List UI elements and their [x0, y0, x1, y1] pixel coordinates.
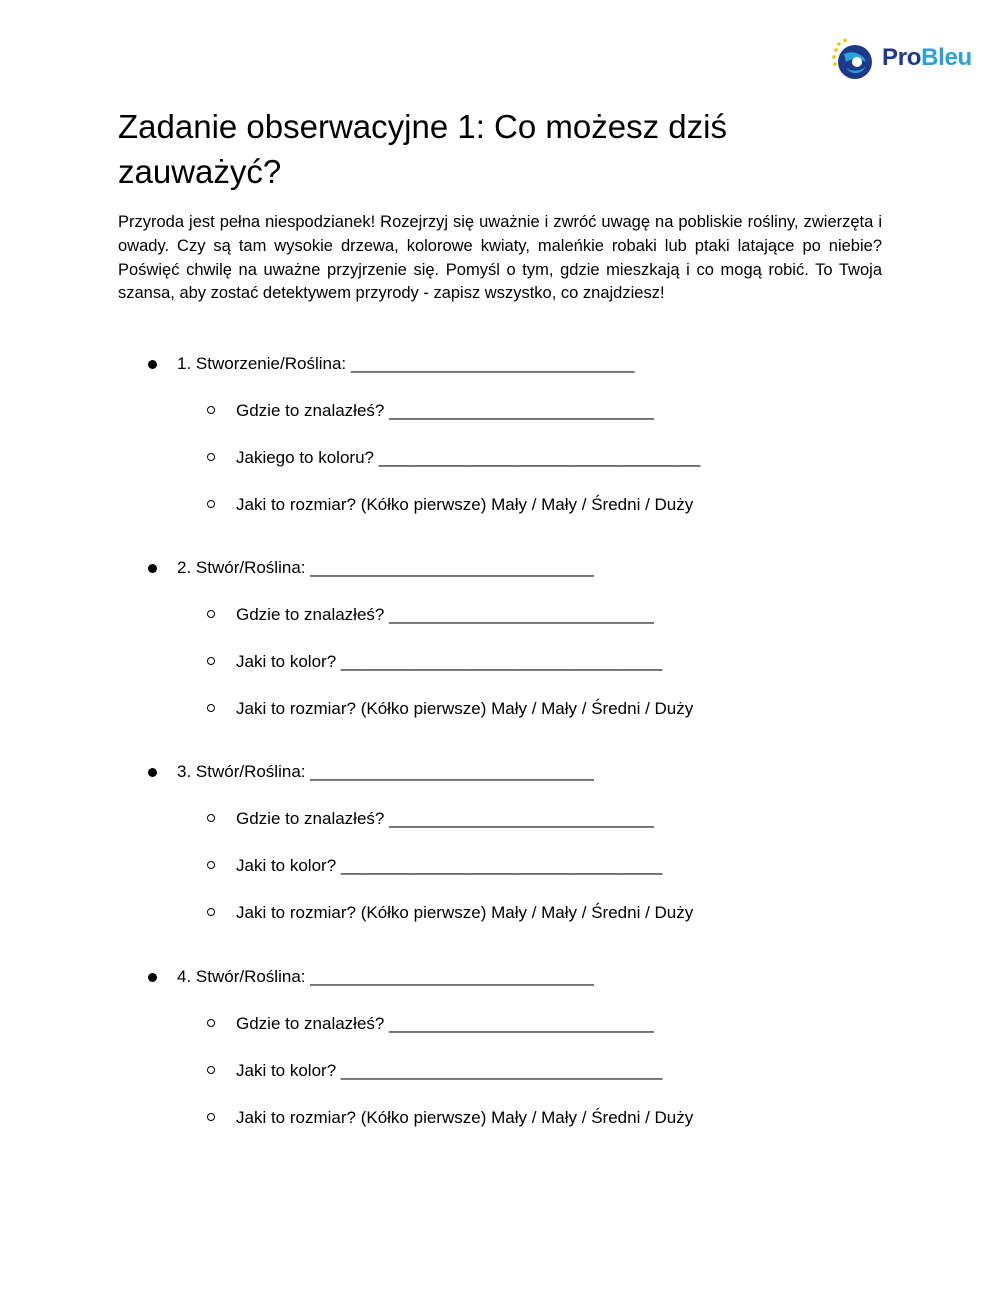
circle-bullet-icon: [207, 657, 215, 665]
circle-bullet-icon: [207, 1113, 215, 1121]
item-1-label: 1. Stworzenie/Roślina: ______________________________: [177, 354, 635, 373]
item-2-size: Jaki to rozmiar? (Kółko pierwsze) Mały / Mały / Średni / Duży: [236, 699, 694, 718]
probleu-wordmark: [882, 44, 972, 72]
bullet-dot-icon: [148, 768, 157, 777]
intro-paragraph: Przyroda jest pełna niespodzianek! Rozejrzyj się uważnie i zwróć uwagę na pobliskie rośliny, zwierzęta i owady. Czy są tam wysokie drzewa, kolorowe kwiaty, maleńkie robaki lub ptaki latające po niebie? Poświęć chwilę na uważne przyjrzenie się. Pomyśl o tym, gdzie mieszkają i co mogą robić. To Twoja szansa, aby zostać detektywem przyrody - zapisz wszystko, co znajdziesz!: [118, 213, 882, 303]
bullet-dot-icon: [148, 360, 157, 369]
circle-bullet-icon: [207, 500, 215, 508]
item-4-color: Jaki to kolor? __________________________________: [236, 1061, 663, 1080]
probleu-logo-icon: [830, 38, 876, 82]
item-2-label: 2. Stwór/Roślina: ______________________________: [177, 558, 594, 577]
circle-bullet-icon: [207, 814, 215, 822]
item-3-label: 3. Stwór/Roślina: ______________________________: [177, 762, 594, 781]
item-4-where: Gdzie to znalazłeś? ____________________________: [236, 1014, 654, 1033]
item-1-where: Gdzie to znalazłeś? ____________________________: [236, 401, 654, 420]
bullet-dot-icon: [148, 973, 157, 982]
bullet-dot-icon: [148, 564, 157, 573]
item-3-size: Jaki to rozmiar? (Kółko pierwsze) Mały / Mały / Średni / Duży: [236, 903, 694, 922]
probleu-logo: [830, 38, 980, 82]
circle-bullet-icon: [207, 610, 215, 618]
circle-bullet-icon: [207, 1019, 215, 1027]
logo-text-pro: Pro: [882, 44, 922, 71]
circle-bullet-icon: [207, 704, 215, 712]
item-3-color: Jaki to kolor? __________________________________: [236, 856, 663, 875]
circle-bullet-icon: [207, 861, 215, 869]
item-2-color: Jaki to kolor? __________________________________: [236, 652, 663, 671]
item-4-size: Jaki to rozmiar? (Kółko pierwsze) Mały / Mały / Średni / Duży: [236, 1108, 694, 1127]
page-title: Zadanie obserwacyjne 1: Co możesz dziś zauważyć?: [118, 108, 727, 190]
circle-bullet-icon: [207, 406, 215, 414]
circle-bullet-icon: [207, 908, 215, 916]
circle-bullet-icon: [207, 1066, 215, 1074]
item-4-label: 4. Stwór/Roślina: ______________________________: [177, 967, 594, 986]
item-1-size: Jaki to rozmiar? (Kółko pierwsze) Mały / Mały / Średni / Duży: [236, 495, 694, 514]
item-3-where: Gdzie to znalazłeś? ____________________________: [236, 809, 654, 828]
circle-bullet-icon: [207, 453, 215, 461]
item-1-color: Jakiego to koloru? __________________________________: [236, 448, 701, 467]
item-2-where: Gdzie to znalazłeś? ____________________________: [236, 605, 654, 624]
logo-text-bleu: Bleu: [921, 44, 972, 71]
